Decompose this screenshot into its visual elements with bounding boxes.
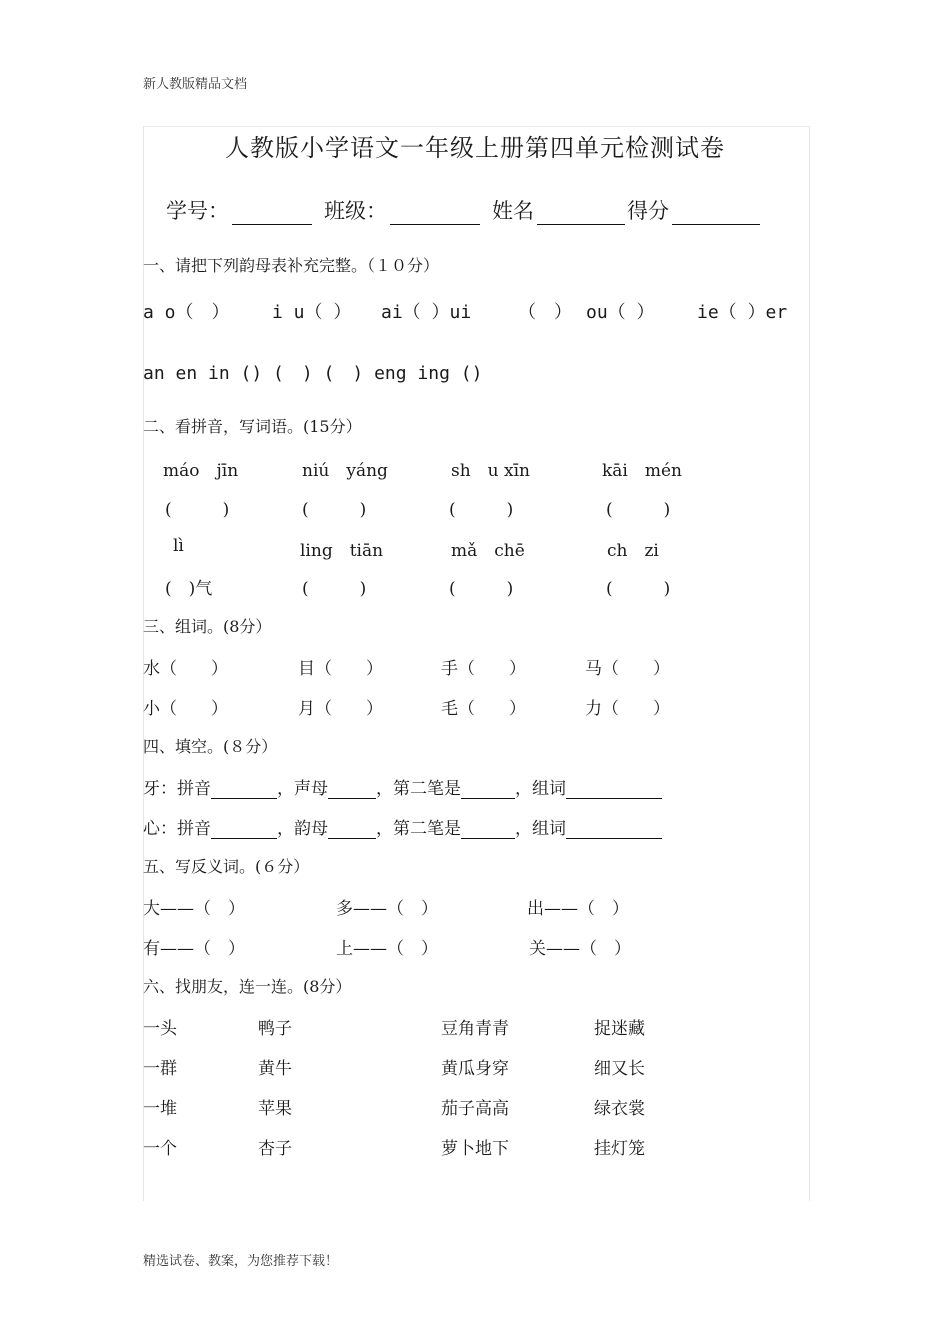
match-item[interactable]: 细又长 (594, 1059, 645, 1079)
antonym-item[interactable]: 出——（ ） (527, 899, 629, 919)
antonym-item[interactable]: 上——（ ） (336, 939, 438, 959)
match-item[interactable]: 挂灯笼 (594, 1139, 645, 1159)
match-item[interactable]: 一个 (143, 1139, 177, 1159)
answer-blank[interactable]: ( ) (606, 500, 671, 520)
match-item[interactable]: 杏子 (258, 1139, 292, 1159)
section-1-heading: 一、请把下列韵母表补充完整。（１０分） (143, 256, 440, 275)
word-item[interactable]: 手（ ） (441, 659, 526, 679)
match-item[interactable]: 茄子高高 (441, 1099, 509, 1119)
name-label: 姓名 (492, 199, 534, 223)
match-item[interactable]: 黄瓜身穿 (441, 1059, 509, 1079)
section-6-heading: 六、找朋友，连一连。(8分） (143, 977, 352, 996)
antonym-item[interactable]: 有——（ ） (143, 939, 245, 959)
fill-blank[interactable] (211, 780, 277, 799)
pinyin-prompt: ling tiān (300, 541, 384, 561)
fill-blank[interactable] (211, 820, 277, 839)
match-item[interactable]: 萝卜地下 (441, 1139, 509, 1159)
match-item[interactable]: 一堆 (143, 1099, 177, 1119)
fill-blank[interactable] (566, 780, 662, 799)
answer-blank[interactable]: ( ) (302, 500, 367, 520)
fill-blank[interactable] (461, 820, 515, 839)
page-footer: 精选试卷、教案，为您推荐下载！ (143, 1254, 339, 1269)
match-item[interactable]: 豆角青青 (441, 1019, 509, 1039)
score-field[interactable] (672, 202, 760, 225)
finals-item: （ ） (518, 302, 572, 323)
name-field[interactable] (537, 202, 625, 225)
section-2-heading: 二、看拼音，写词语。(15分） (143, 417, 362, 436)
fill-blank[interactable] (328, 820, 376, 839)
finals-item: a o（ ） (143, 302, 230, 323)
word-item[interactable]: 毛（ ） (441, 699, 526, 719)
pinyin-prompt: sh u xīn (451, 461, 530, 481)
pinyin-prompt: niú yáng (302, 461, 388, 481)
word-item[interactable]: 小（ ） (143, 699, 228, 719)
section-3-heading: 三、组词。(8分） (143, 617, 272, 636)
match-item[interactable]: 一头 (143, 1019, 177, 1039)
pinyin-prompt: kāi mén (602, 461, 683, 481)
match-item[interactable]: 黄牛 (258, 1059, 292, 1079)
answer-blank[interactable]: ( ) (302, 579, 367, 599)
page-header: 新人教版精品文档 (143, 77, 248, 92)
pinyin-prompt: ch zi (607, 541, 659, 561)
word-item[interactable]: 力（ ） (585, 699, 670, 719)
fill-blank[interactable] (328, 780, 376, 799)
fill-blank[interactable] (566, 820, 662, 839)
section-4-heading: 四、填空。(８分） (143, 737, 278, 756)
score-label: 得分 (627, 199, 669, 223)
finals-item: i u（ ） (272, 302, 352, 323)
pinyin-prompt: mǎ chē (451, 541, 525, 561)
match-item[interactable]: 苹果 (258, 1099, 292, 1119)
match-item[interactable]: 绿衣裳 (594, 1099, 645, 1119)
finals-row-2: an en in () ( ) ( ) eng ing () (143, 363, 483, 384)
match-item[interactable]: 鸭子 (258, 1019, 292, 1039)
match-item[interactable]: 一群 (143, 1059, 177, 1079)
class-label: 班级： (324, 199, 387, 223)
answer-blank[interactable]: ( ) (165, 500, 230, 520)
fill-blank[interactable] (461, 780, 515, 799)
class-field[interactable] (390, 202, 480, 225)
pinyin-prompt: lì (173, 536, 184, 556)
word-item[interactable]: 马（ ） (585, 659, 670, 679)
answer-blank[interactable]: ( ) (449, 579, 514, 599)
word-item[interactable]: 目（ ） (298, 659, 383, 679)
answer-blank[interactable]: ( ) (606, 579, 671, 599)
finals-item: ai（ ）ui (381, 302, 472, 323)
fill-row: 牙：拼音 ，声母 ，第二笔是 ，组词 (143, 774, 662, 799)
pinyin-prompt: máo jīn (163, 461, 239, 481)
fill-row: 心：拼音 ，韵母 ，第二笔是 ，组词 (143, 814, 662, 839)
match-item[interactable]: 捉迷藏 (594, 1019, 645, 1039)
student-id-label: 学号： (166, 199, 229, 223)
word-item[interactable]: 水（ ） (143, 659, 228, 679)
antonym-item[interactable]: 关——（ ） (529, 939, 631, 959)
section-5-heading: 五、写反义词。(６分） (143, 857, 310, 876)
answer-blank[interactable]: ( )气 (165, 579, 213, 599)
page-title: 人教版小学语文一年级上册第四单元检测试卷 (225, 134, 725, 162)
answer-blank[interactable]: ( ) (449, 500, 514, 520)
finals-item: ie（ ）er (697, 302, 788, 323)
word-item[interactable]: 月（ ） (298, 699, 383, 719)
antonym-item[interactable]: 多——（ ） (336, 899, 438, 919)
antonym-item[interactable]: 大——（ ） (143, 899, 245, 919)
student-id-field[interactable] (232, 202, 312, 225)
finals-item: ou（ ） (586, 302, 655, 323)
